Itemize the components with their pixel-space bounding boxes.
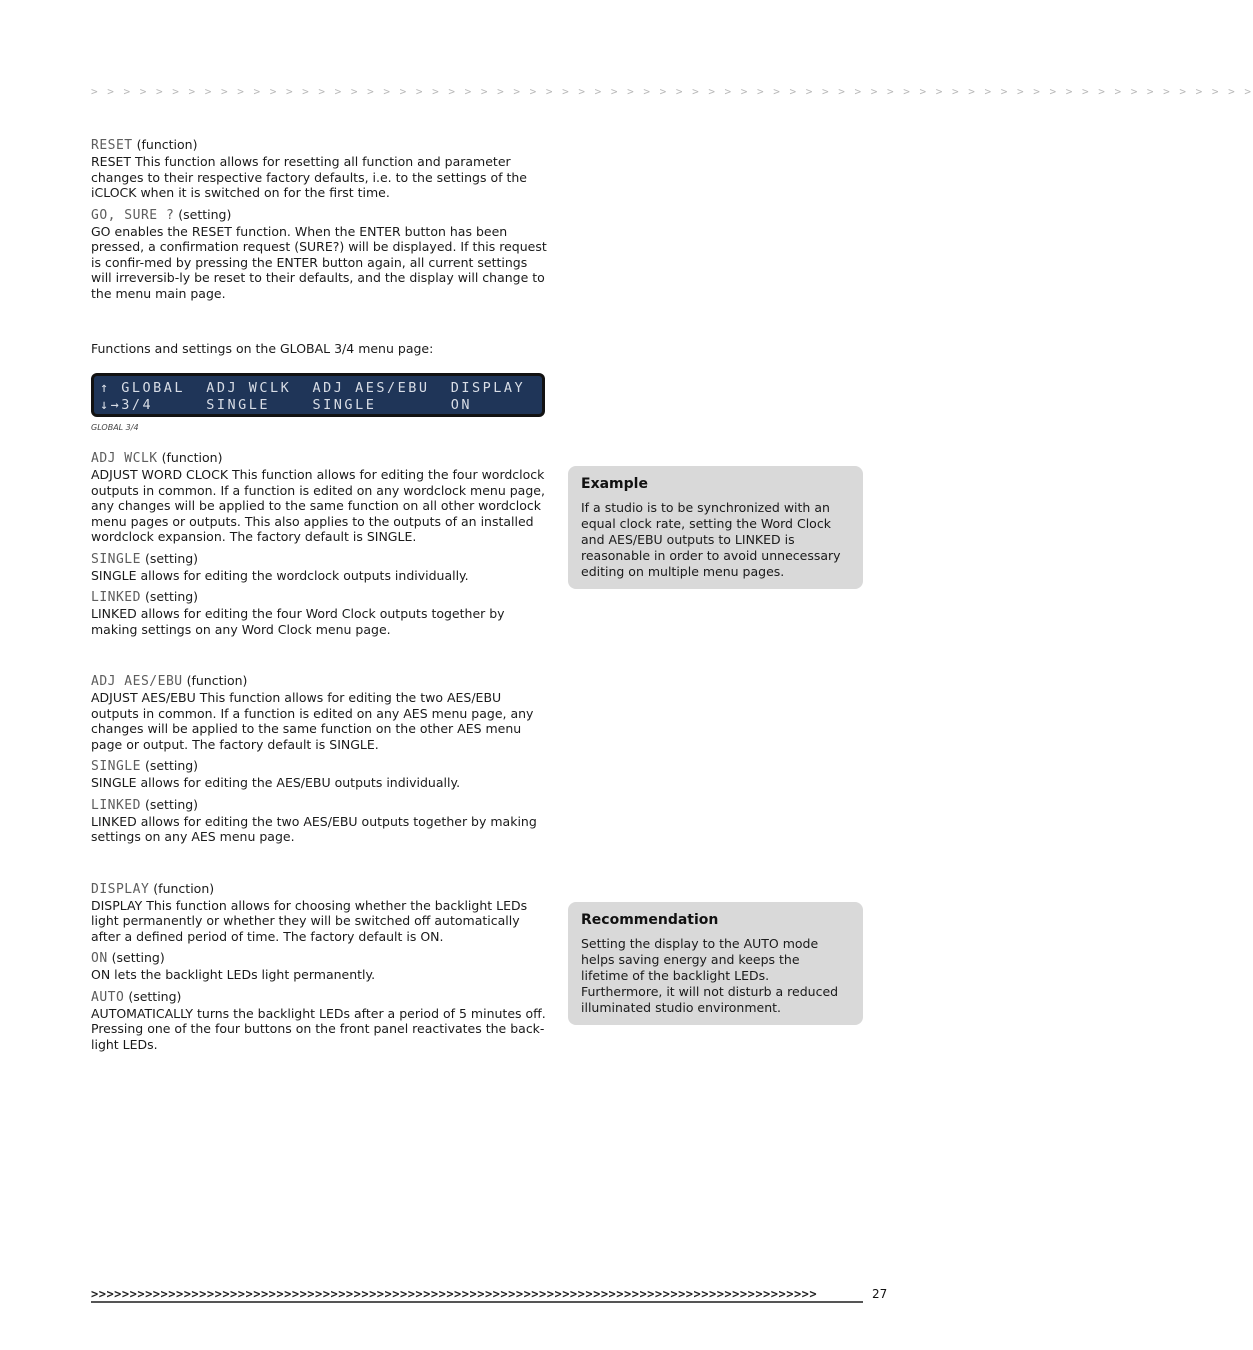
adj-wclk-description: ADJUST WORD CLOCK This function allows for editing the four wordclock outputs in common. If a function is edited on any wordclock menu page, any changes will be applied to the same function on all other wordclock menu pages or outputs. This also applies to the outputs of an installed wordclock expansion. The factory default is SINGLE. [91,467,545,544]
reset-kind: (function) [136,137,198,152]
lcd-display [91,373,545,417]
display-term: DISPLAY [91,881,150,897]
adj-aes-kind: (function) [186,673,248,688]
display-auto-kind: (setting) [128,988,182,1004]
display-on-description: ON lets the backlight LEDs light permanently. [91,967,376,982]
example-text: If a studio is to be synchronized with an equal clock rate, setting the Word Clock and AES/EBU outputs to LINKED is reasonable in order to avoid unnecessary editing on multiple menu pages. [581,500,841,579]
aes-single-term: SINGLE [91,759,141,774]
wclk-linked-term: LINKED [91,590,141,605]
reset-description: RESET This function allows for resetting all function and parameter changes to their respective factory defaults, i.e. to the settings of the iCLOCK when it is switched on for the first time. [91,154,527,200]
wclk-linked-section [91,589,547,637]
aes-linked-description: LINKED allows for editing the two AES/EBU outputs together by making settings on any AES menu page. [91,813,537,844]
wclk-single-term: SINGLE [91,551,141,567]
display-section [91,881,547,945]
wclk-linked-kind: (setting) [144,589,199,604]
adj-wclk-section [91,450,547,545]
display-on-kind: (setting) [111,950,165,965]
adj-aes-description: ADJUST AES/EBU This function allows for editing the two AES/EBU outputs in common. If a function is edited on any AES menu page, any changes will be applied to the same function on the other AES menu page or output. The factory default is SINGLE. [91,690,534,752]
wclk-single-kind: (setting) [144,550,199,566]
display-kind: (function) [153,880,215,896]
go-sure-section [91,207,547,302]
recommendation-title: Recommendation [581,912,719,928]
display-auto-section [91,989,547,1053]
main-column [91,135,547,1058]
recommendation-text-2: Furthermore, it will not disturb a reduced illuminated studio environment. [581,984,839,1015]
menu-page-intro: Functions and settings on the GLOBAL 3/4 menu page: [91,341,434,356]
adj-wclk-kind: (function) [161,450,223,465]
aes-single-description: SINGLE allows for editing the AES/EBU outputs individually. [91,775,461,790]
footer-chevron-divider: >>>>>>>>>>>>>>>>>>>>>>>>>>>>>>>>>>>>>>>>>>>>>>>>>>>>>>>>>>>>>>>>>>>>>>>>>>>>>>>>>>>>>>>>>>>>>> [91,1287,818,1301]
display-description: DISPLAY This function allows for choosing whether the backlight LEDs light permanently or whether they will be switched off automatically after a defined period of time. The factory default is ON. [91,897,528,944]
adj-aes-term: ADJ AES/EBU [91,674,183,689]
go-sure-term: GO, SURE ? [91,207,175,223]
aes-linked-kind: (setting) [144,796,199,812]
reset-term: RESET [91,138,133,153]
reset-section [91,137,547,201]
display-auto-term: AUTO [91,989,125,1005]
display-auto-description: AUTOMATICALLY turns the backlight LEDs after a period of 5 minutes off. Pressing one of the four buttons on the front panel reactivates the back-light LEDs. [91,1005,546,1052]
page-number: 27 [872,1287,888,1301]
wclk-linked-description: LINKED allows for editing the four Word Clock outputs together by making settings on any Word Clock menu page. [91,606,505,637]
lcd-screen [94,376,542,414]
header-chevron-divider: > > > > > > > > > > > > > > > > > > > > > > > > > > > > > > > > > > > > > > > > > > > > > > > > > > > > > > > > > > > > > > > > > > > > > > > > [91,85,1253,98]
lcd-caption: GLOBAL 3/4 [91,423,139,432]
wclk-single-section [91,551,547,584]
recommendation-box [568,902,863,1025]
aes-single-kind: (setting) [144,758,199,773]
aes-single-section [91,758,547,791]
aes-linked-section [91,797,547,845]
aes-linked-term: LINKED [91,797,141,813]
recommendation-text-1: Setting the display to the AUTO mode helps saving energy and keeps the lifetime of the backlight LEDs. [581,936,819,983]
go-sure-description: GO enables the RESET function. When the ENTER button has been pressed, a confirmation request (SURE?) will be displayed. If this request is confir-med by pressing the ENTER button again, all current settings will irreversib-ly be reset to their defaults, and the display will change to the menu main page. [91,223,547,301]
example-box [568,466,863,589]
display-on-term: ON [91,951,108,966]
page-footer [91,1287,891,1305]
go-sure-kind: (setting) [178,206,232,222]
example-title: Example [581,476,648,492]
display-on-section [91,950,547,983]
lcd-line-1: ↑ GLOBAL ADJ WCLK ADJ AES/EBU DISPLAY [100,380,526,396]
wclk-single-description: SINGLE allows for editing the wordclock outputs individually. [91,567,469,583]
footer-rule [91,1301,863,1303]
lcd-line-2: ↓→3/4 SINGLE SINGLE ON [100,397,472,413]
adj-wclk-term: ADJ WCLK [91,451,158,466]
adj-aes-section [91,673,547,752]
